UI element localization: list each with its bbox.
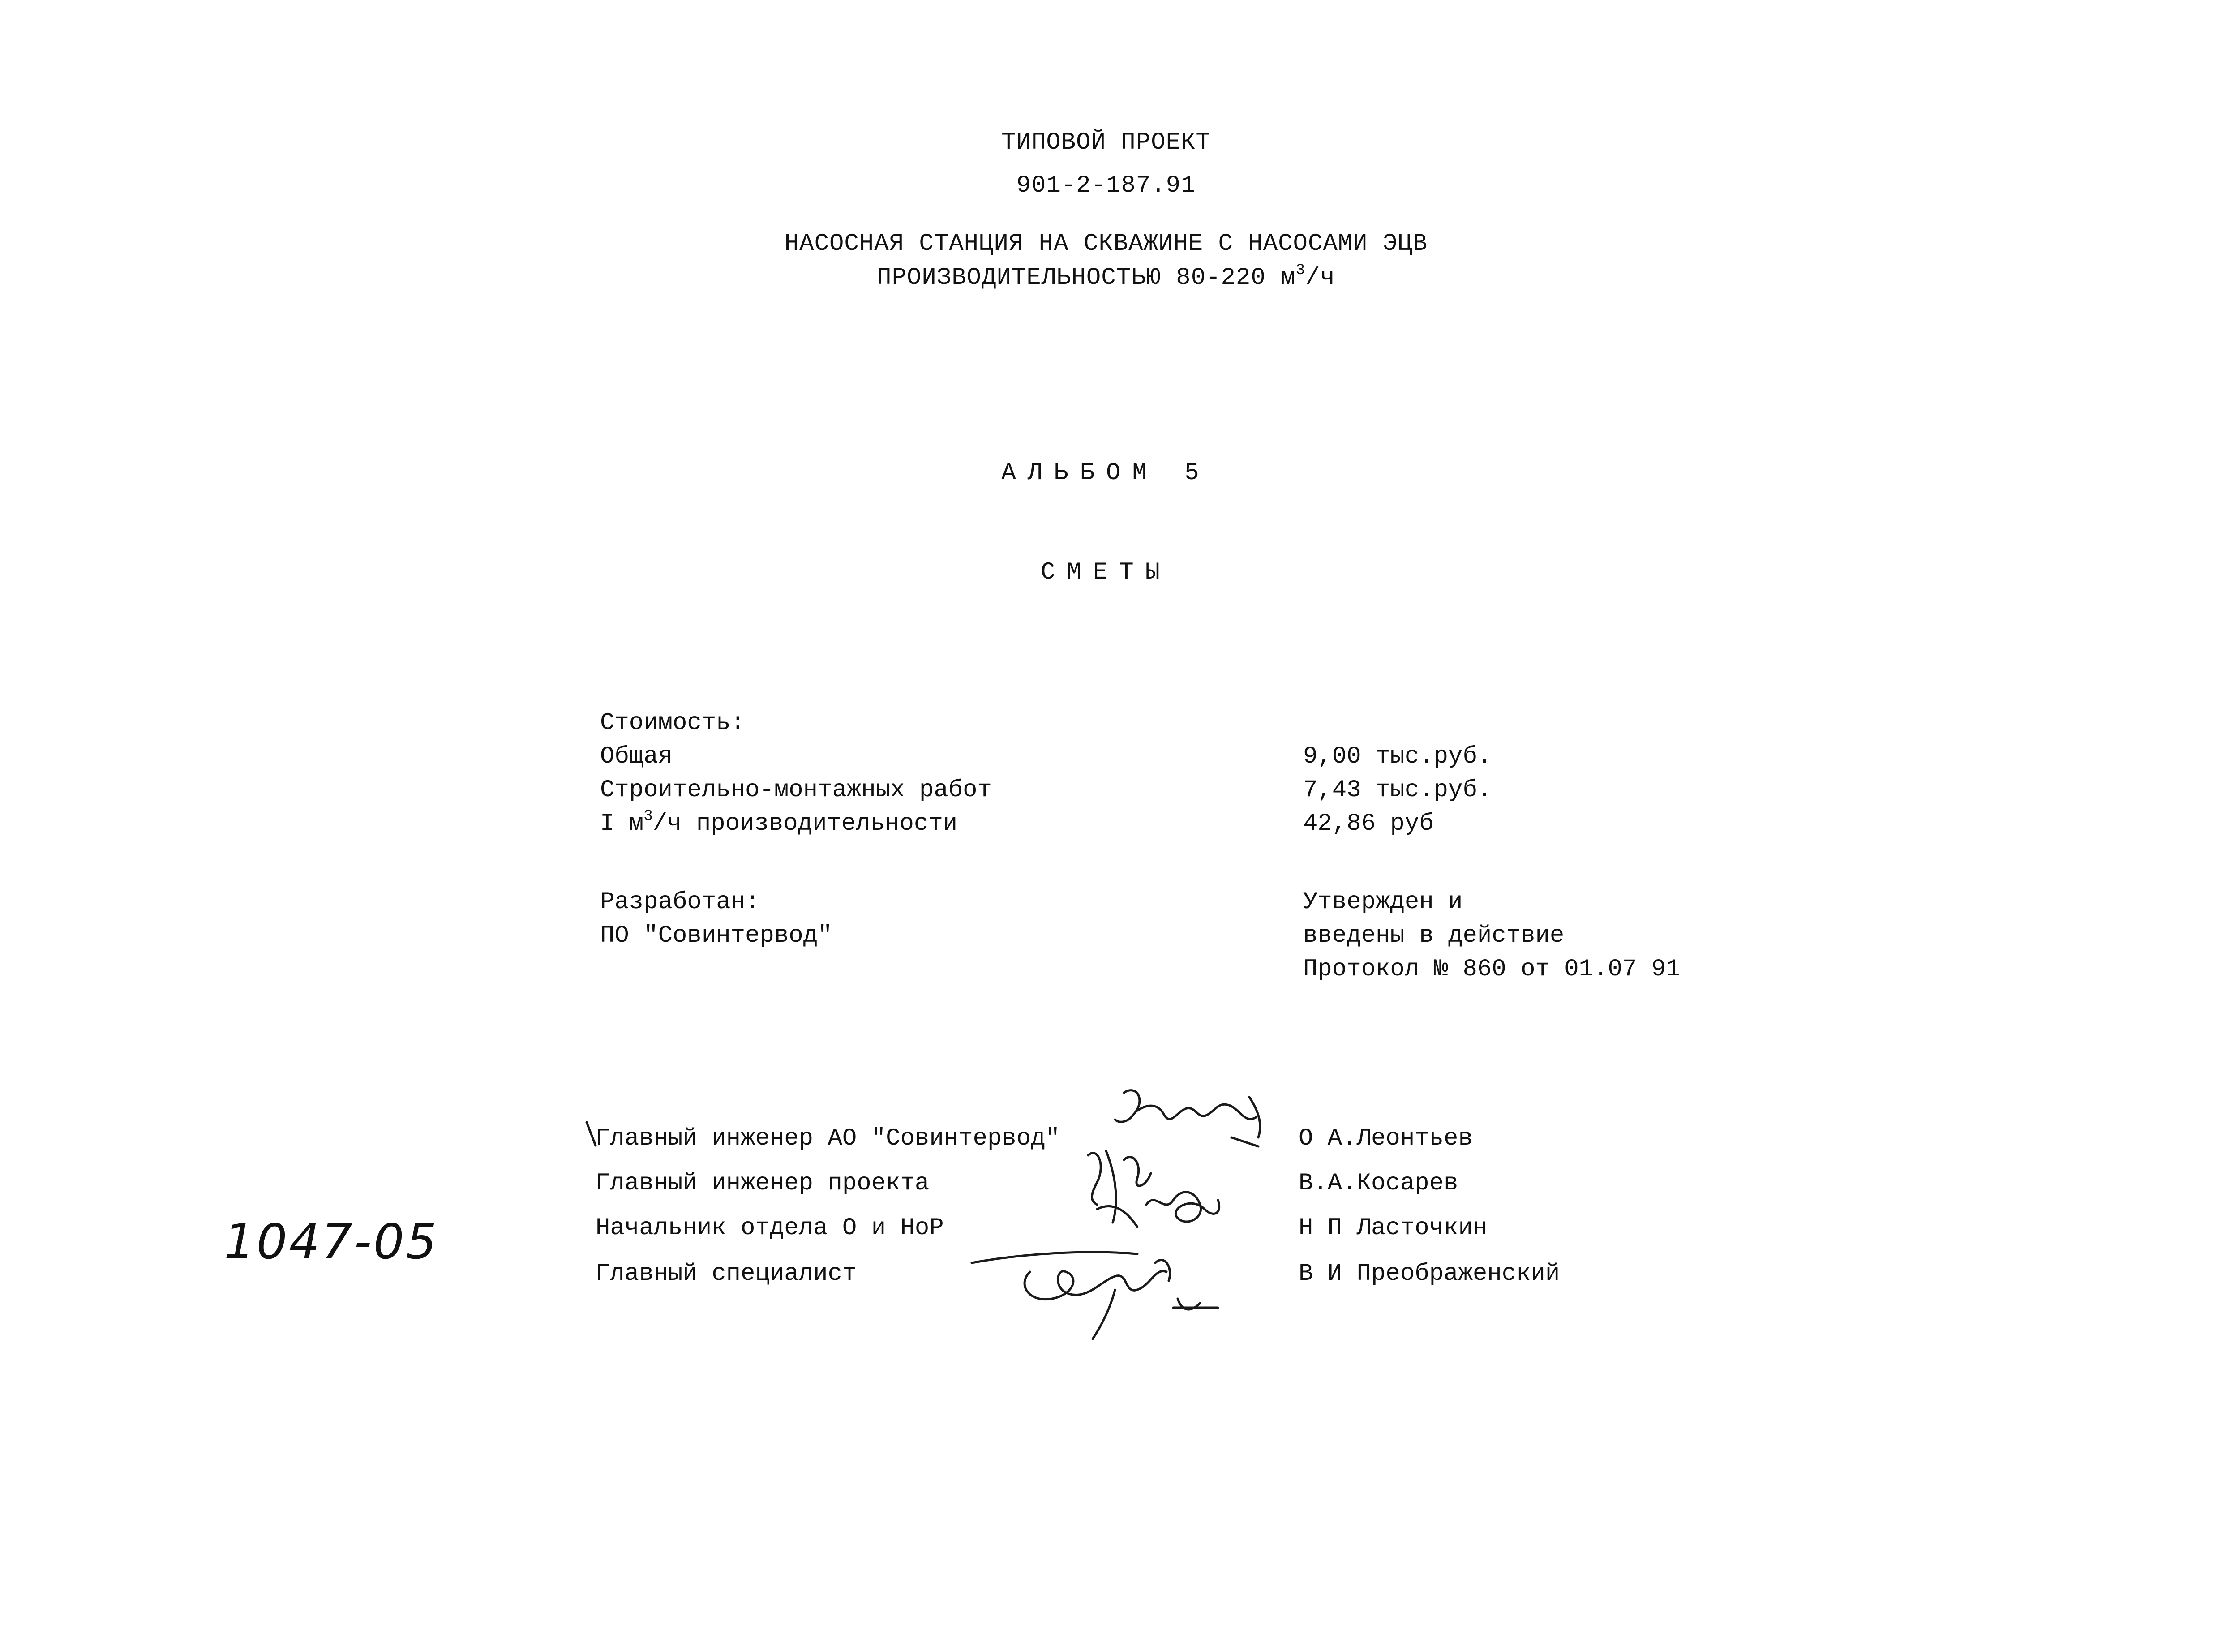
cost-row-label: Строительно-монтажных работ bbox=[600, 777, 992, 804]
project-title-line2: ПРОИЗВОДИТЕЛЬНОСТЬЮ 80-220 $м^3/ч$ bbox=[877, 262, 1335, 292]
signatory-position: Главный инженер АО "Совинтервод" bbox=[596, 1125, 1060, 1152]
album-subtitle: СМЕТЫ bbox=[1040, 559, 1172, 586]
signatory-name: В.А.Косарев bbox=[1299, 1170, 1458, 1197]
cost-row-value: 42,86 руб bbox=[1303, 810, 1434, 837]
project-title-line1: НАСОСНАЯ СТАНЦИЯ НА СКВАЖИНЕ С НАСОСАМИ ЭЦВ bbox=[784, 230, 1428, 257]
archive-number: 1047-05 bbox=[224, 1214, 439, 1270]
signatory-name: Н П Ласточкин bbox=[1299, 1214, 1488, 1242]
tick-mark bbox=[582, 1119, 600, 1150]
cost-row-label: I $м^3/ч$ производительности bbox=[600, 808, 958, 837]
signatory-position: Главный специалист bbox=[596, 1260, 857, 1287]
cost-row-label: Общая bbox=[600, 743, 673, 770]
approval-protocol: Протокол № 860 от 01.07 91 bbox=[1303, 956, 1681, 983]
signatory-position: Главный инженер проекта bbox=[596, 1170, 930, 1197]
cost-row-value: 7,43 тыс.руб. bbox=[1303, 777, 1492, 804]
signatory-position: Начальник отдела О и НоР bbox=[596, 1214, 944, 1242]
approval-line1: Утвержден и bbox=[1303, 888, 1463, 916]
cost-heading: Стоимость: bbox=[600, 709, 746, 737]
cost-row-value: 9,00 тыс.руб. bbox=[1303, 743, 1492, 770]
signatory-name: В И Преображенский bbox=[1299, 1260, 1560, 1287]
project-number: 901-2-187.91 bbox=[1016, 172, 1196, 199]
developer-heading: Разработан: bbox=[600, 888, 760, 916]
developer-org: ПО "Совинтервод" bbox=[600, 922, 832, 949]
signature-chief-specialist bbox=[967, 1236, 1236, 1348]
signatory-name: О А.Леонтьев bbox=[1299, 1125, 1473, 1152]
album-label: АЛЬБОМ 5 bbox=[1001, 459, 1211, 487]
document-type-label: ТИПОВОЙ ПРОЕКТ bbox=[1001, 129, 1211, 156]
approval-line2: введены в действие bbox=[1303, 922, 1565, 949]
